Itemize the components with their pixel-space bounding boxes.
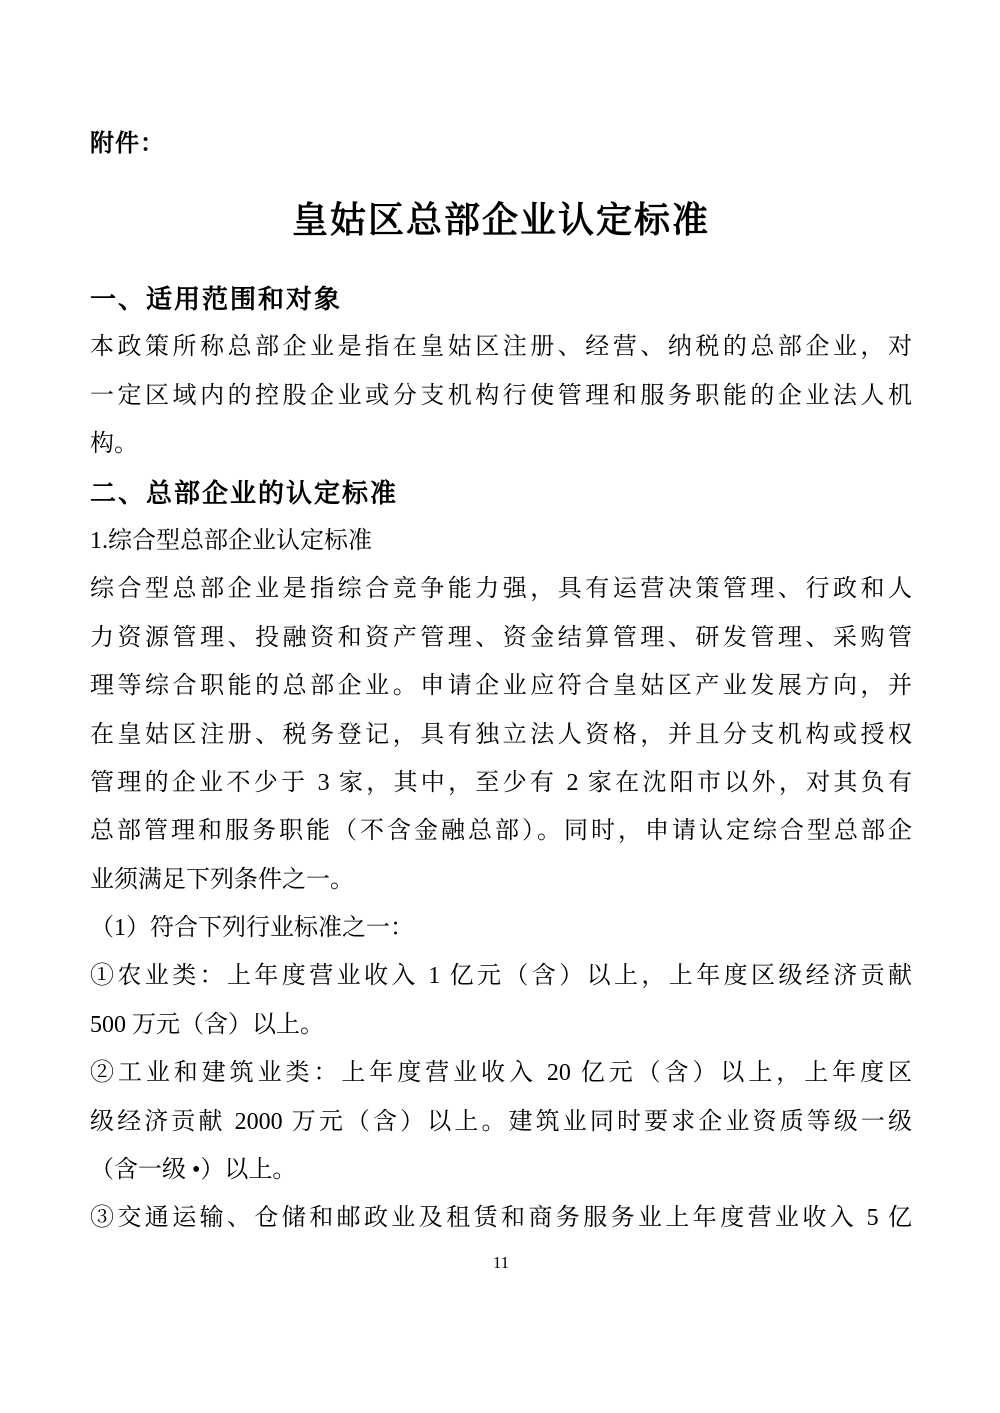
list-item-line: （含一级 •）以上。 [90, 1157, 297, 1184]
list-item-line: ②工业和建筑业类：上年度营业收入 20 亿元（含）以上，上年度区 [90, 1060, 912, 1087]
list-item-intro: （1）符合下列行业标准之一： [90, 915, 414, 942]
list-item-line: ①农业类：上年度营业收入 1 亿元（含）以上，上年度区级经济贡献 [90, 963, 912, 990]
page-number: 11 [492, 1252, 510, 1272]
paragraph-line: 在皇姑区注册、税务登记，具有独立法人资格，并且分支机构或授权 [90, 721, 912, 748]
paragraph-line: 本政策所称总部企业是指在皇姑区注册、经营、纳税的总部企业，对 [90, 334, 912, 361]
list-item-line: 级经济贡献 2000 万元（含）以上。建筑业同时要求企业资质等级一级 [90, 1108, 912, 1135]
paragraph-line: 管理的企业不少于 3 家，其中，至少有 2 家在沈阳市以外，对其负有 [90, 769, 912, 796]
paragraph-line: 构。 [90, 431, 138, 458]
paragraph-line: 力资源管理、投融资和资产管理、资金结算管理、研发管理、采购管 [90, 624, 912, 651]
paragraph-line: 业须满足下列条件之一。 [90, 866, 354, 893]
paragraph-line: 综合型总部企业是指综合竞争能力强，具有运营决策管理、行政和人 [90, 576, 912, 603]
paragraph-line: 理等综合职能的总部企业。申请企业应符合皇姑区产业发展方向，并 [90, 673, 912, 700]
paragraph-line: 总部管理和服务职能（不含金融总部）。同时，申请认定综合型总部企 [90, 818, 912, 845]
section-2-heading: 二、总部企业的认定标准 [90, 477, 399, 508]
document-title: 皇姑区总部企业认定标准 [291, 200, 710, 240]
list-item-line: ③交通运输、仓储和邮政业及租赁和商务服务业上年度营业收入 5 亿 [90, 1205, 912, 1232]
document-body [90, 275, 912, 1243]
paragraph-line: 一定区域内的控股企业或分支机构行使管理和服务职能的企业法人机 [90, 382, 912, 409]
list-item-line: 500 万元（含）以上。 [90, 1011, 324, 1038]
section-1-heading: 一、适用范围和对象 [90, 284, 343, 314]
attachment-label: 附件： [90, 130, 165, 157]
subheading: 1.综合型总部企业认定标准 [90, 527, 372, 554]
